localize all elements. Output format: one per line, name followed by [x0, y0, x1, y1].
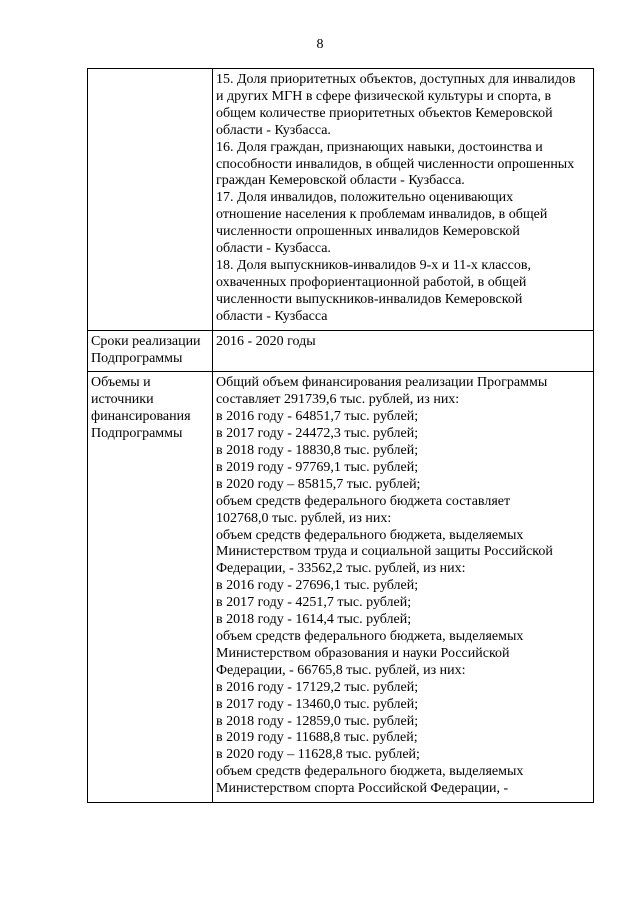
text-line: Федерации, - 66765,8 тыс. рублей, из них:	[216, 662, 466, 678]
row-content-cell	[213, 69, 594, 331]
text-line: объем средств федерального бюджета, выделяемых	[216, 527, 524, 543]
text-line: Министерством труда и социальной защиты Российской	[216, 544, 553, 560]
text-line: способности инвалидов, в общей численности опрошенных	[216, 156, 575, 172]
text-line: Федерации, - 33562,2 тыс. рублей, из них:	[216, 561, 466, 577]
text-line: охваченных профориентационной работой, в общей	[216, 274, 527, 290]
text-line: и других МГН в сфере физической культуры и спорта, в	[216, 88, 552, 104]
text-line: Министерством образования и науки Российской	[216, 645, 510, 661]
text-line: 18. Доля выпускников-инвалидов 9-х и 11-х классов,	[216, 257, 531, 273]
text-line: в 2016 году - 17129,2 тыс. рублей;	[216, 679, 419, 695]
text-line: в 2019 году - 11688,8 тыс. рублей;	[216, 730, 418, 746]
text-line: отношение населения к проблемам инвалидов, в общей	[216, 207, 548, 223]
passport-table	[87, 68, 594, 803]
period-label	[91, 334, 209, 368]
table-row	[88, 330, 594, 372]
text-line: общем количестве приоритетных объектов Кемеровской	[216, 105, 553, 121]
text-line: объем средств федерального бюджета, выделяемых	[216, 764, 524, 780]
text-line: в 2018 году - 12859,0 тыс. рублей;	[216, 713, 419, 729]
funding-label	[91, 375, 209, 443]
text-line: объем средств федерального бюджета, выделяемых	[216, 629, 524, 644]
text-line: в 2020 году – 85815,7 тыс. рублей;	[216, 476, 421, 492]
text-line: объем средств федерального бюджета составляет	[216, 493, 511, 509]
text-line: области - Кузбасса.	[216, 241, 331, 257]
text-line: численности опрошенных инвалидов Кемеровской	[216, 224, 520, 240]
funding-details	[216, 375, 590, 798]
text-line: Сроки реализации	[91, 333, 201, 349]
text-line: в 2017 году - 24472,3 тыс. рублей;	[216, 426, 419, 442]
text-line: Подпрограммы	[91, 350, 183, 366]
text-line: 15. Доля приоритетных объектов, доступных для инвалидов	[216, 72, 576, 87]
row-label-cell	[88, 372, 213, 803]
table-row	[88, 372, 594, 803]
text-line: в 2017 году - 13460,0 тыс. рублей;	[216, 696, 419, 712]
text-line: составляет 291739,6 тыс. рублей, из них:	[216, 392, 460, 408]
row-content-cell	[213, 330, 594, 372]
text-line: в 2018 году - 1614,4 тыс. рублей;	[216, 612, 412, 628]
text-line: области - Кузбасса.	[216, 122, 331, 138]
text-line: в 2017 году - 4251,7 тыс. рублей;	[216, 595, 412, 611]
text-line: в 2016 году - 64851,7 тыс. рублей;	[216, 409, 419, 425]
row-label-cell	[88, 330, 213, 372]
text-line: Министерством спорта Российской Федерации, -	[216, 781, 509, 797]
row-content-cell	[213, 372, 594, 803]
text-line: области - Кузбасса	[216, 308, 328, 324]
text-line: финансирования	[91, 409, 191, 425]
text-line: Общий объем финансирования реализации Программы	[216, 375, 548, 391]
text-line: граждан Кемеровской области - Кузбасса.	[216, 173, 465, 189]
text-line: в 2016 году - 27696,1 тыс. рублей;	[216, 578, 419, 594]
text-line: численности выпускников-инвалидов Кемеровской	[216, 291, 523, 307]
text-line: Объемы и	[91, 375, 151, 391]
row-label-cell	[88, 69, 213, 331]
text-line: в 2018 году - 18830,8 тыс. рублей;	[216, 443, 419, 459]
text-line: 2016 - 2020 годы	[216, 333, 316, 349]
text-line: в 2020 году – 11628,8 тыс. рублей;	[216, 747, 420, 763]
text-line: Подпрограммы	[91, 426, 183, 442]
period-value	[216, 334, 590, 351]
table-row	[88, 69, 594, 331]
indicators-list	[216, 72, 590, 326]
text-line: 16. Доля граждан, признающих навыки, достоинства и	[216, 139, 543, 155]
text-line: источники	[91, 392, 154, 408]
text-line: 17. Доля инвалидов, положительно оценивающих	[216, 190, 514, 206]
page-number: 8	[316, 37, 324, 52]
text-line: в 2019 году - 97769,1 тыс. рублей;	[216, 459, 419, 475]
text-line: 102768,0 тыс. рублей, из них:	[216, 510, 392, 526]
